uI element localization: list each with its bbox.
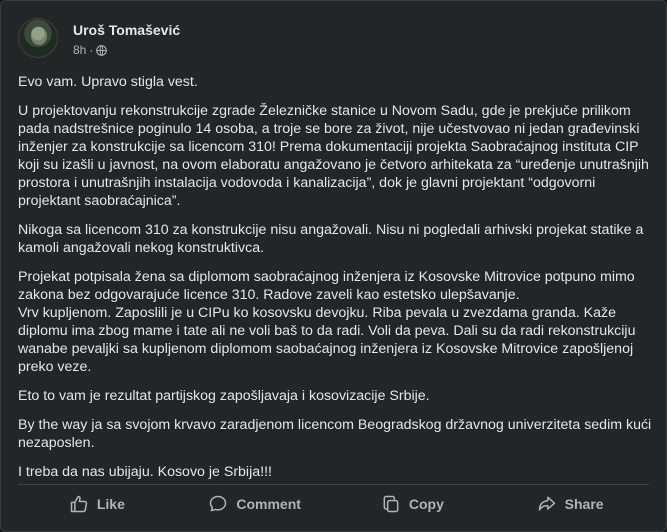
post-meta	[73, 22, 180, 57]
post-paragraph: I treba da nas ubijaju. Kosovo je Srbija!!!	[18, 464, 272, 480]
separator-dot: ·	[89, 43, 94, 57]
post-paragraph: By the way ja sa svojom krvavo zaradjenom licencom Beogradskog državnog univerziteta sedim kući nezaposlen.	[18, 417, 652, 451]
post-paragraph: Eto to vam je rezultat partijskog zapošljavaja i kosovizacije Srbije.	[18, 388, 430, 404]
post-paragraph: Projekat potpisala žena sa diplomom saobraćajnog inženjera iz Kosovske Mitrovice potpuno mimo zakona bez odgovarajuće licence 310. Radove zaveli kao estetsko ulepšavanje. Vrv kupljenom. Zaposlili je u CIPu ko kosovsku devojku. Riba pevala u zvezdama granda. Kaže diplomu ima zbog mame i tate ali ne voli baš to da radi. Voli da peva. Dali su da radi rekonstrukciju wanabe pevaljki sa kupljenom diplomom saobaćajnog inženjera iz Kosovske Mitrovice zapošljenoj preko veze.	[18, 269, 636, 375]
post-body	[18, 73, 658, 492]
post-header	[18, 18, 180, 58]
post-paragraph: Evo vam. Upravo stigla vest.	[18, 74, 198, 90]
comment-button[interactable]	[176, 489, 334, 519]
post-actions-bar	[18, 489, 649, 519]
author-name[interactable]: Uroš Tomašević	[73, 22, 181, 38]
copy-icon	[381, 494, 401, 514]
comment-icon	[208, 494, 228, 514]
post-paragraph: U projektovanju rekonstrukcije zgrade Železničke stanice u Novom Sadu, gde je prekjuče prilikom pada nadstrešnice poginulo 14 osoba, a troje se bore za život, nije učestvovao ni jedan građevinski inženjer za konstrukcije sa licencom 310! Prema dokumentaciji projekta Saobraćajnog instituta CIP koji su izašli u javnost, na ovom elaboratu angažovano je četvoro arhitekata za “uređenje unutrašnjih prostora i unutrašnjih instalacija vodovoda i kanalizacija”, dok je glavni projektant “odgovorni projektant saobraćajnica”.	[18, 103, 649, 209]
post-paragraph: Nikoga sa licencom 310 za konstrukcije nisu angažovali. Nisu ni pogledali arhivski projekat statike a kamoli angažovali nekog konstruktivca.	[18, 222, 644, 256]
share-label: Share	[564, 496, 604, 512]
comment-label: Comment	[236, 496, 301, 512]
share-button[interactable]	[491, 489, 649, 519]
copy-label: Copy	[408, 496, 444, 512]
thumbs-up-icon	[69, 494, 89, 514]
share-icon	[537, 494, 557, 514]
post-timestamp[interactable]: 8h	[73, 43, 87, 57]
globe-icon[interactable]	[96, 45, 107, 56]
post-time-row	[73, 43, 180, 57]
like-label: Like	[96, 496, 125, 512]
avatar[interactable]	[18, 18, 58, 58]
copy-button[interactable]	[334, 489, 492, 519]
actions-divider	[18, 484, 649, 485]
like-button[interactable]	[18, 489, 176, 519]
